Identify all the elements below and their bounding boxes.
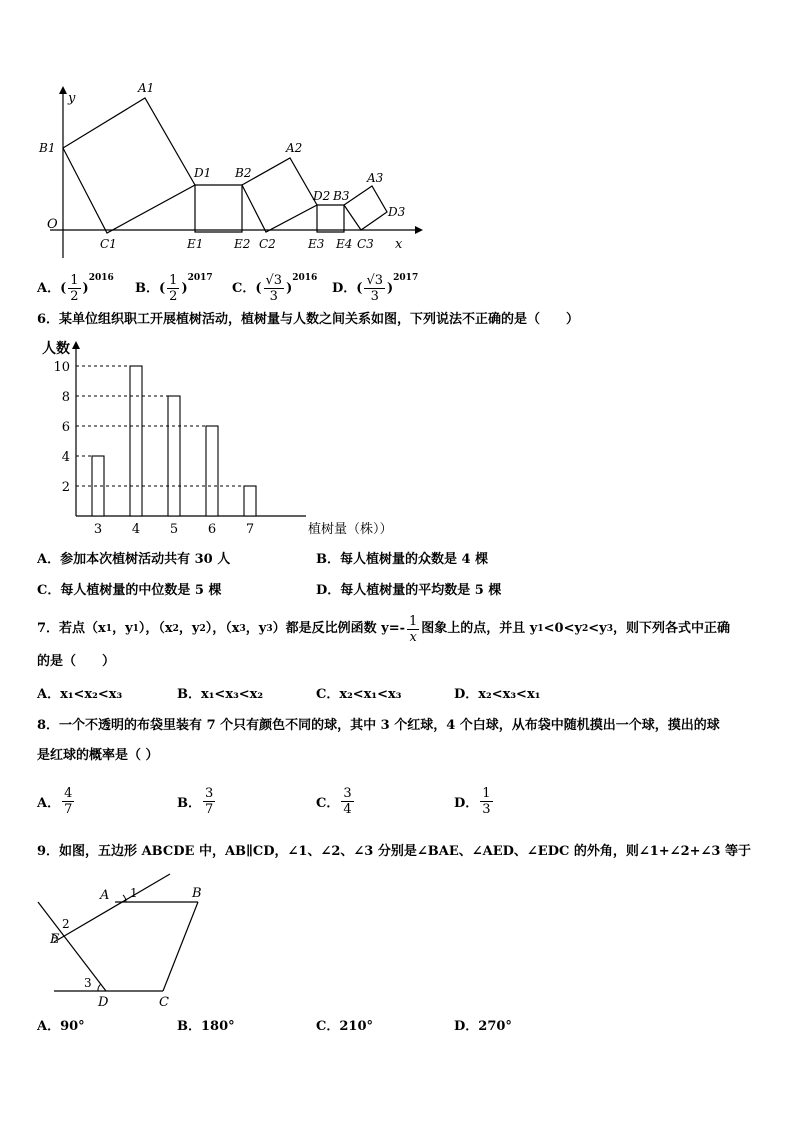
- square-1: [63, 98, 195, 233]
- x-axis-arrow: [415, 226, 423, 234]
- q9-option-c[interactable]: C．210°: [316, 1019, 373, 1034]
- chart-ytick-6: 6: [61, 420, 70, 435]
- q7-stem-e: ）都是反比例函数 y=-: [272, 621, 405, 636]
- q5-option-d[interactable]: D．( $\frac{√3}{3}$ )$^{2017}$: [332, 273, 419, 304]
- q5-option-b-exp: 2017: [187, 273, 213, 283]
- chart-xtick-7: 7: [245, 522, 255, 537]
- line-bc: [163, 902, 198, 991]
- label-angle-2: 2: [62, 917, 70, 931]
- q5-option-a-den: 2: [70, 289, 79, 304]
- label-A: A: [100, 888, 110, 903]
- q5-option-c-exp: 2016: [292, 273, 318, 283]
- chart-ytick-8: 8: [61, 390, 70, 405]
- q5-option-a[interactable]: A．( $\frac{1}{2}$ )$^{2016}$: [37, 273, 114, 304]
- q5-option-b-den: 2: [169, 289, 178, 304]
- chart-ylabel: 人数: [42, 341, 70, 357]
- q9-option-d[interactable]: D．270°: [454, 1019, 512, 1034]
- chart-xtick-5: 5: [169, 522, 179, 537]
- label-D: D: [98, 995, 109, 1010]
- q8-option-b-num: 3: [205, 786, 214, 801]
- line-ea-ext: [54, 874, 170, 942]
- label-C: C: [159, 995, 169, 1010]
- q6-option-d[interactable]: D．每人植树量的平均数是 5 棵: [316, 583, 502, 598]
- q8-option-c-letter: C．: [316, 796, 340, 811]
- label-D3: D3: [388, 205, 406, 219]
- chart-y-arrow: [72, 341, 80, 349]
- q7-option-d[interactable]: D．x₂<x₃<x₁: [454, 687, 541, 702]
- q5-option-d-exp: 2017: [393, 273, 419, 283]
- q7-stem-a: 7．若点（x: [37, 621, 106, 636]
- line-ed-ext: [38, 902, 106, 991]
- q8-option-d-letter: D．: [454, 796, 479, 811]
- q8-option-a-den: 7: [64, 802, 73, 817]
- chart-xtick-6: 6: [207, 522, 217, 537]
- label-D2: D2: [313, 189, 331, 203]
- q7-stem-f: 图象上的点，并且 y: [421, 621, 538, 636]
- q5-option-c[interactable]: C．( $\frac{√3}{3}$ )$^{2016}$: [232, 273, 318, 304]
- q9-pentagon-figure: [30, 870, 270, 1010]
- chart-xtick-4: 4: [131, 522, 141, 537]
- label-A3: A3: [367, 171, 384, 185]
- q8-option-c-den: 4: [343, 802, 352, 817]
- label-E4: E4: [336, 237, 353, 251]
- q6-bar-chart: [30, 333, 410, 543]
- q8-option-c[interactable]: [316, 786, 356, 817]
- label-E: E: [50, 932, 60, 947]
- label-C1: C1: [100, 237, 117, 251]
- label-A1: A1: [138, 81, 155, 95]
- q5-option-b-num: 1: [169, 273, 178, 288]
- q9-stem: 9．如图，五边形 ABCDE 中，AB∥CD，∠1、∠2、∠3 分别是∠BAE、∠AED、∠EDC 的外角，则∠1+∠2+∠3 等于: [37, 844, 751, 859]
- q7-frac-num: 1: [408, 613, 418, 629]
- q5-option-c-letter: C．: [232, 281, 256, 296]
- q5-option-a-letter: A．: [37, 281, 61, 296]
- square-3: [344, 186, 387, 230]
- q7-stem-d: ），（x: [205, 621, 240, 636]
- chart-xtick-3: 3: [93, 522, 103, 537]
- q9-option-b[interactable]: B．180°: [177, 1019, 235, 1034]
- q5-option-c-num: √3: [265, 273, 283, 288]
- q8-option-a[interactable]: [37, 786, 76, 817]
- q9-option-a[interactable]: A．90°: [37, 1019, 85, 1034]
- q8-option-b-letter: B．: [177, 796, 201, 811]
- q7-stem-line2: 的是（ ）: [37, 654, 116, 669]
- q7-stem-h: <y: [588, 621, 607, 636]
- q7-stem-g: <0<y: [543, 621, 583, 636]
- q5-option-a-num: 1: [70, 273, 79, 288]
- chart-bar-4: [130, 366, 142, 516]
- label-y: y: [68, 91, 76, 106]
- q7-stem-b: ，y: [112, 621, 133, 636]
- q5-option-d-num: √3: [366, 273, 383, 288]
- q7-frac-den: x: [409, 629, 417, 645]
- chart-bar-5: [168, 396, 180, 516]
- q8-option-c-num: 3: [343, 786, 352, 801]
- q5-option-a-exp: 2016: [88, 273, 114, 283]
- q8-option-d-num: 1: [482, 786, 491, 801]
- q6-option-b[interactable]: B．每人植树量的众数是 4 棵: [316, 552, 489, 567]
- label-A2: A2: [286, 141, 303, 155]
- q6-option-a[interactable]: A．参加本次植树活动共有 30 人: [37, 552, 231, 567]
- rect-2: [317, 205, 344, 232]
- q7-stem-c: ），（x: [138, 621, 173, 636]
- label-D1: D1: [194, 166, 212, 180]
- q5-option-b-letter: B．: [135, 281, 159, 296]
- label-C3: C3: [357, 237, 374, 251]
- q8-stem-line2: 是红球的概率是（ ）: [37, 748, 159, 763]
- q5-figure: [30, 80, 430, 260]
- q7-option-b[interactable]: B．x₁<x₃<x₂: [177, 687, 264, 702]
- label-B2: B2: [235, 166, 252, 180]
- q7-stem-i: ，则下列各式中正确: [613, 621, 731, 636]
- chart-bar-7: [244, 486, 256, 516]
- y-axis-arrow: [59, 86, 67, 94]
- q8-stem-line1: 8．一个不透明的布袋里装有 7 个只有颜色不同的球，其中 3 个红球，4 个白球，从布袋中随机摸出一个球，摸出的球: [37, 718, 720, 733]
- label-x: x: [395, 237, 403, 252]
- q6-option-c[interactable]: C．每人植树量的中位数是 5 棵: [37, 583, 222, 598]
- q8-option-b[interactable]: [177, 786, 217, 817]
- label-O: O: [47, 217, 58, 232]
- q6-stem: 6．某单位组织职工开展植树活动，植树量与人数之间关系如图，下列说法不正确的是（ ）: [37, 312, 580, 327]
- q7-option-a[interactable]: A．x₁<x₂<x₃: [37, 687, 123, 702]
- rect-1: [195, 185, 242, 232]
- label-E1: E1: [187, 237, 204, 251]
- q8-option-d[interactable]: [454, 786, 495, 817]
- angle-3-arc: [98, 984, 101, 991]
- q5-option-c-den: 3: [269, 289, 278, 304]
- q8-option-a-letter: A．: [37, 796, 61, 811]
- q5-option-b[interactable]: B．( $\frac{1}{2}$ )$^{2017}$: [135, 273, 213, 304]
- q5-option-d-den: 3: [370, 289, 379, 304]
- chart-ytick-4: 4: [61, 450, 70, 465]
- label-E2: E2: [234, 237, 251, 251]
- label-B1: B1: [39, 141, 56, 155]
- square-2: [242, 158, 317, 232]
- label-B3: B3: [333, 189, 350, 203]
- q8-option-a-num: 4: [64, 786, 73, 801]
- label-E3: E3: [308, 237, 325, 251]
- q8-option-b-den: 7: [205, 802, 214, 817]
- chart-ytick-10: 10: [53, 360, 70, 375]
- label-angle-1: 1: [130, 886, 138, 900]
- q5-option-d-letter: D．: [332, 281, 357, 296]
- q7-stem: 7．若点（x 1 ，y 1 ），（x 2 ，y 2 ），（x 3 ，y 3 ）都是反比例函数 y=- $\frac{1}{x}$ 图象上的点，并且 y 1 <0<y 2 <y 3 ，则下列各式中正确: [37, 613, 731, 645]
- chart-xlabel: 植树量（株））: [308, 522, 393, 537]
- label-C2: C2: [259, 237, 276, 251]
- chart-ytick-2: 2: [61, 480, 70, 495]
- label-angle-3: 3: [84, 976, 92, 990]
- q8-option-d-den: 3: [482, 802, 491, 817]
- chart-bar-6: [206, 426, 218, 516]
- label-B: B: [192, 886, 202, 901]
- q7-option-c[interactable]: C．x₂<x₁<x₃: [316, 687, 402, 702]
